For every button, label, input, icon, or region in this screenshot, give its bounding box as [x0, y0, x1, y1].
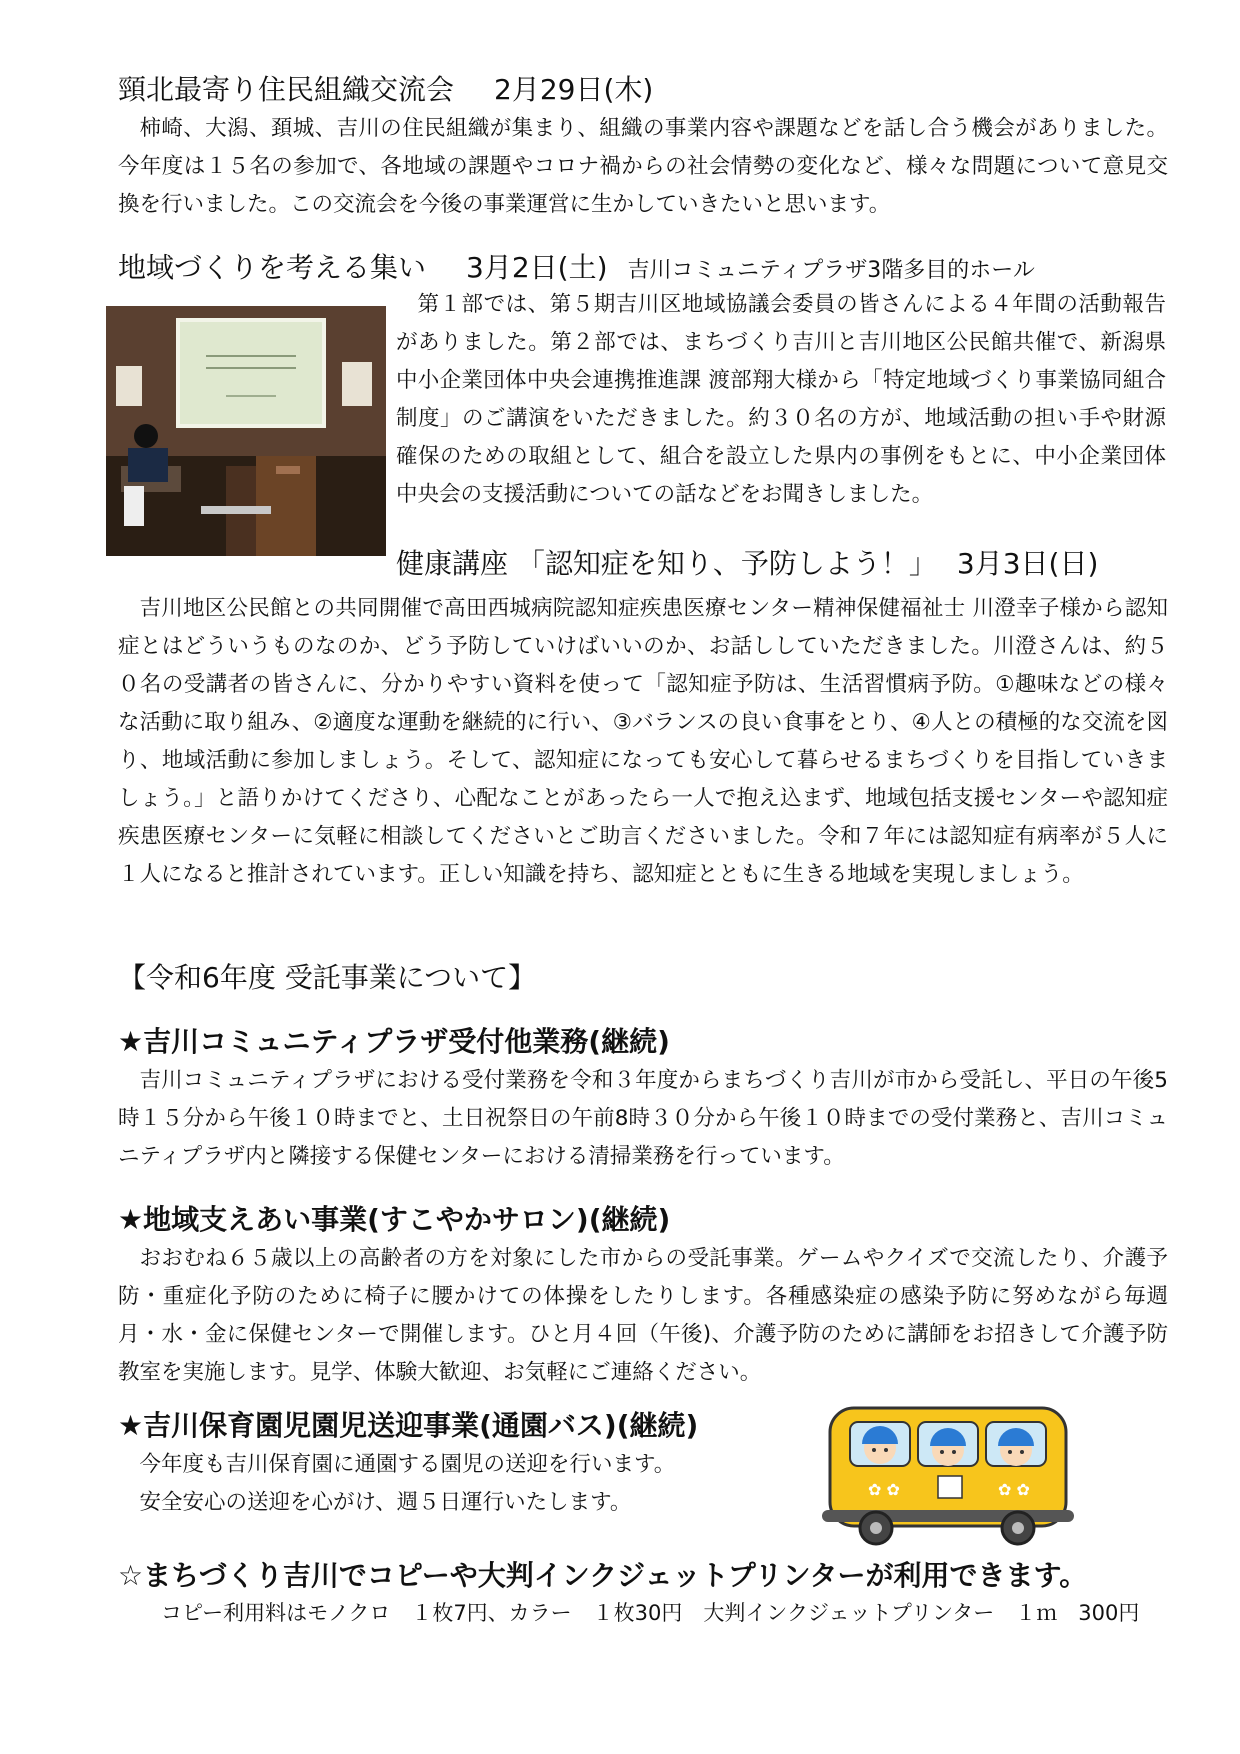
plaza-service-body: 吉川コミュニティプラザにおける受付業務を令和３年度からまちづくり吉川が市から受託し、平日の午後5時１５分から午後１０時までと、土日祝祭日の午前8時３０分から午後１０時までの受付業務と、吉川コミュニティプラザ内と隣接する保健センターにおける清掃業務を行っています。 [118, 1068, 1168, 1169]
bus-service-line2: 安全安心の送迎を心がけ、週５日運行いたします。 [139, 1490, 632, 1515]
school-bus-illustration [818, 1400, 1078, 1550]
health-heading-wrap [396, 544, 1196, 584]
gathering-date: 3月2日(土) [466, 251, 608, 284]
health-body: 吉川地区公民館との共同開催で高田西城病院認知症疾患医療センター精神保健福祉士 川澄幸子様から認知症とはどういうものなのか、どう予防していけばいいのか、お話ししていただきました。川澄さんは、約５０名の受講者の皆さんに、分かりやすい資料を使って「認知症予防は、生活習慣病予防。①趣味などの様々な活動に取り組み、②適度な運動を継続的に行い、③バランスの良い食事をとり、④人との積極的な交流を図り、地域活動に参加しましょう。そして、認知症になっても安心して暮らせるまちづくりを目指していきましょう。」と語りかけてくださり、心配なことがあったら一人で抱え込まず、地域包括支援センターや認知症疾患医療センターに気軽に相談してくださいとご助言くださいました。令和７年には認知症有病率が５人に１人になると推計されています。正しい知識を持ち、認知症とともに生きる地域を実現しましょう。 [118, 596, 1168, 887]
bus-service [118, 1406, 818, 1522]
lecture-photo [106, 306, 386, 556]
svg-text:✿ ✿: ✿ ✿ [998, 1480, 1030, 1499]
bus-service-line1: 今年度も吉川保育園に通園する園児の送迎を行います。 [139, 1452, 676, 1477]
salon-service-title: ★地域支えあい事業(すこやかサロン)(継続) [118, 1203, 671, 1236]
health-section [118, 590, 1168, 894]
gathering-body: 第１部では、第５期吉川区地域協議会委員の皆さんによる４年間の活動報告がありました。第２部では、まちづくり吉川と吉川地区公民館共催で、新潟県中小企業団体中央会連携推進課 渡部翔大様から「特定地域づくり事業協同組合制度」のご講演をいただきました。約３０名の方が、地域活動の担い手や財源確保のための取組として、組合を設立した県内の事例をもとに、中小企業団体中央会の支援活動についての話などをお聞きしました。 [396, 292, 1166, 507]
exchange-section [118, 70, 1168, 224]
contracted-heading: 【令和6年度 受託事業について】 [118, 961, 537, 994]
gathering-body-wrap [396, 286, 1166, 514]
gathering-title-text: 地域づくりを考える集い [118, 251, 427, 284]
health-title-text: 健康講座 「認知症を知り、予防しよう！」 [396, 547, 937, 580]
gathering-venue: 吉川コミュニティプラザ3階多目的ホール [627, 258, 1035, 283]
health-date: 3月3日(日) [956, 547, 1099, 580]
health-title [396, 544, 1196, 584]
printer-section [118, 1556, 1198, 1630]
printer-note: コピー利用料はモノクロ １枚7円、カラー １枚30円 大判インクジェットプリンター １ｍ 300円 [161, 1601, 1140, 1625]
contracted-section [118, 958, 1168, 998]
exchange-title [118, 70, 1168, 110]
salon-service [118, 1200, 1168, 1392]
exchange-date: 2月29日(木) [494, 73, 654, 106]
bus-service-title: ★吉川保育園児園児送迎事業(通園バス)(継続) [118, 1409, 699, 1442]
salon-service-body: おおむね６５歳以上の高齢者の方を対象にした市からの受託事業。ゲームやクイズで交流したり、介護予防・重症化予防のために椅子に腰かけての体操をしたりします。各種感染症の感染予防に努めながら毎週月・水・金に保健センターで開催します。ひと月４回（午後)、介護予防のために講師をお招きして介護予防教室を実施します。見学、体験大歓迎、お気軽にご連絡ください。 [118, 1246, 1168, 1385]
svg-text:✿ ✿: ✿ ✿ [868, 1480, 900, 1499]
plaza-service [118, 1022, 1168, 1176]
exchange-title-text: 頸北最寄り住民組織交流会 [118, 73, 455, 106]
plaza-service-title: ★吉川コミュニティプラザ受付他業務(継続) [118, 1025, 670, 1058]
gathering-title [118, 248, 1168, 291]
printer-title: ☆まちづくり吉川でコピーや大判インクジェットプリンターが利用できます。 [118, 1559, 1088, 1592]
exchange-body: 柿崎、大潟、頚城、吉川の住民組織が集まり、組織の事業内容や課題などを話し合う機会がありました。今年度は１５名の参加で、各地域の課題やコロナ禍からの社会情勢の変化など、様々な問題について意見交換を行いました。この交流会を今後の事業運営に生かしていきたいと思います。 [118, 116, 1168, 217]
gathering-section [118, 248, 1168, 291]
